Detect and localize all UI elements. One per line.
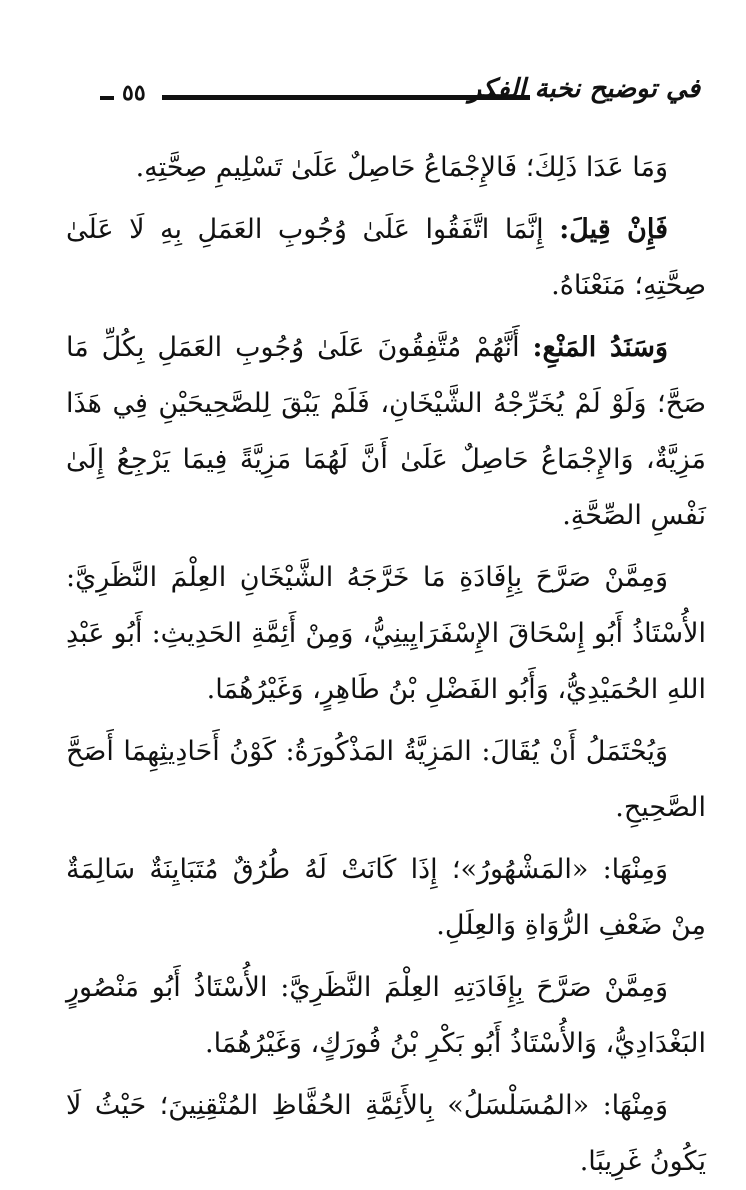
paragraph <box>66 320 706 544</box>
paragraph <box>66 140 706 196</box>
header-dash <box>100 96 114 100</box>
paragraph-text: وَمِنْهَا: «المَشْهُورُ»؛ إِذَا كَانَتْ لَهُ طُرُقٌ مُتَبَايِنَةٌ سَالِمَةٌ مِنْ ضَعْفِ الرُّوَاةِ وَالعِلَلِ. <box>66 854 706 941</box>
page-number: ٥٥ <box>122 80 146 106</box>
paragraph-text: وَيُحْتَمَلُ أَنْ يُقَالَ: المَزِيَّةُ المَذْكُورَةُ: كَوْنُ أَحَادِيثِهِمَا أَصَحَّ الصَّحِيحِ. <box>66 736 706 823</box>
running-title: في توضيح نخبة الفكر <box>468 74 700 104</box>
page-header <box>100 74 700 126</box>
body-text <box>66 140 706 1190</box>
paragraph <box>66 550 706 718</box>
paragraph <box>66 1078 706 1190</box>
paragraph-text: وَمِمَّنْ صَرَّحَ بِإِفَادَةِ مَا خَرَّجَهُ الشَّيْخَانِ العِلْمَ النَّظَرِيَّ: الأُسْتَاذُ أَبُو إِسْحَاقَ الإِسْفَرَايِينِيُّ، وَمِنْ أَئِمَّةِ الحَدِيثِ: أَبُو عَبْدِ اللهِ الحُمَيْدِيُّ، وَأَبُو الفَضْلِ بْنُ طَاهِرٍ، وَغَيْرُهُمَا. <box>66 562 706 705</box>
paragraph <box>66 202 706 314</box>
paragraph-lead: وَسَنَدُ المَنْعِ: <box>532 332 669 363</box>
paragraph-text: وَمَا عَدَا ذَلِكَ؛ فَالإِجْمَاعُ حَاصِلٌ عَلَىٰ تَسْلِيمِ صِحَّتِهِ. <box>135 152 668 183</box>
paragraph <box>66 842 706 954</box>
paragraph-text: أَنَّهُمْ مُتَّفِقُونَ عَلَىٰ وُجُوبِ العَمَلِ بِكُلِّ مَا صَحَّ؛ وَلَوْ لَمْ يُخَرِّجْهُ الشَّيْخَانِ، فَلَمْ يَبْقَ لِلصَّحِيحَيْنِ فِي هَذَا مَزِيَّةٌ، وَالإِجْمَاعُ حَاصِلٌ عَلَىٰ أَنَّ لَهُمَا مَزِيَّةً فِيمَا يَرْجِعُ إِلَىٰ نَفْسِ الصِّحَّةِ. <box>66 332 706 531</box>
paragraph-text: إِنَّمَا اتَّفَقُوا عَلَىٰ وُجُوبِ العَمَلِ بِهِ لَا عَلَىٰ صِحَّتِهِ؛ مَنَعْنَاهُ. <box>66 214 706 301</box>
paragraph <box>66 960 706 1072</box>
paragraph-text: وَمِمَّنْ صَرَّحَ بِإِفَادَتِهِ العِلْمَ النَّظَرِيَّ: الأُسْتَاذُ أَبُو مَنْصُورٍ البَغْدَادِيُّ، وَالأُسْتَاذُ أَبُو بَكْرِ بْنُ فُورَكٍ، وَغَيْرُهُمَا. <box>66 972 706 1059</box>
paragraph-text: وَمِنْهَا: «المُسَلْسَلُ» بِالأَئِمَّةِ الحُفَّاظِ المُتْقِنِينَ؛ حَيْثُ لَا يَكُونُ غَرِيبًا. <box>66 1090 706 1177</box>
paragraph-lead: فَإِنْ قِيلَ: <box>559 214 668 245</box>
paragraph <box>66 724 706 836</box>
